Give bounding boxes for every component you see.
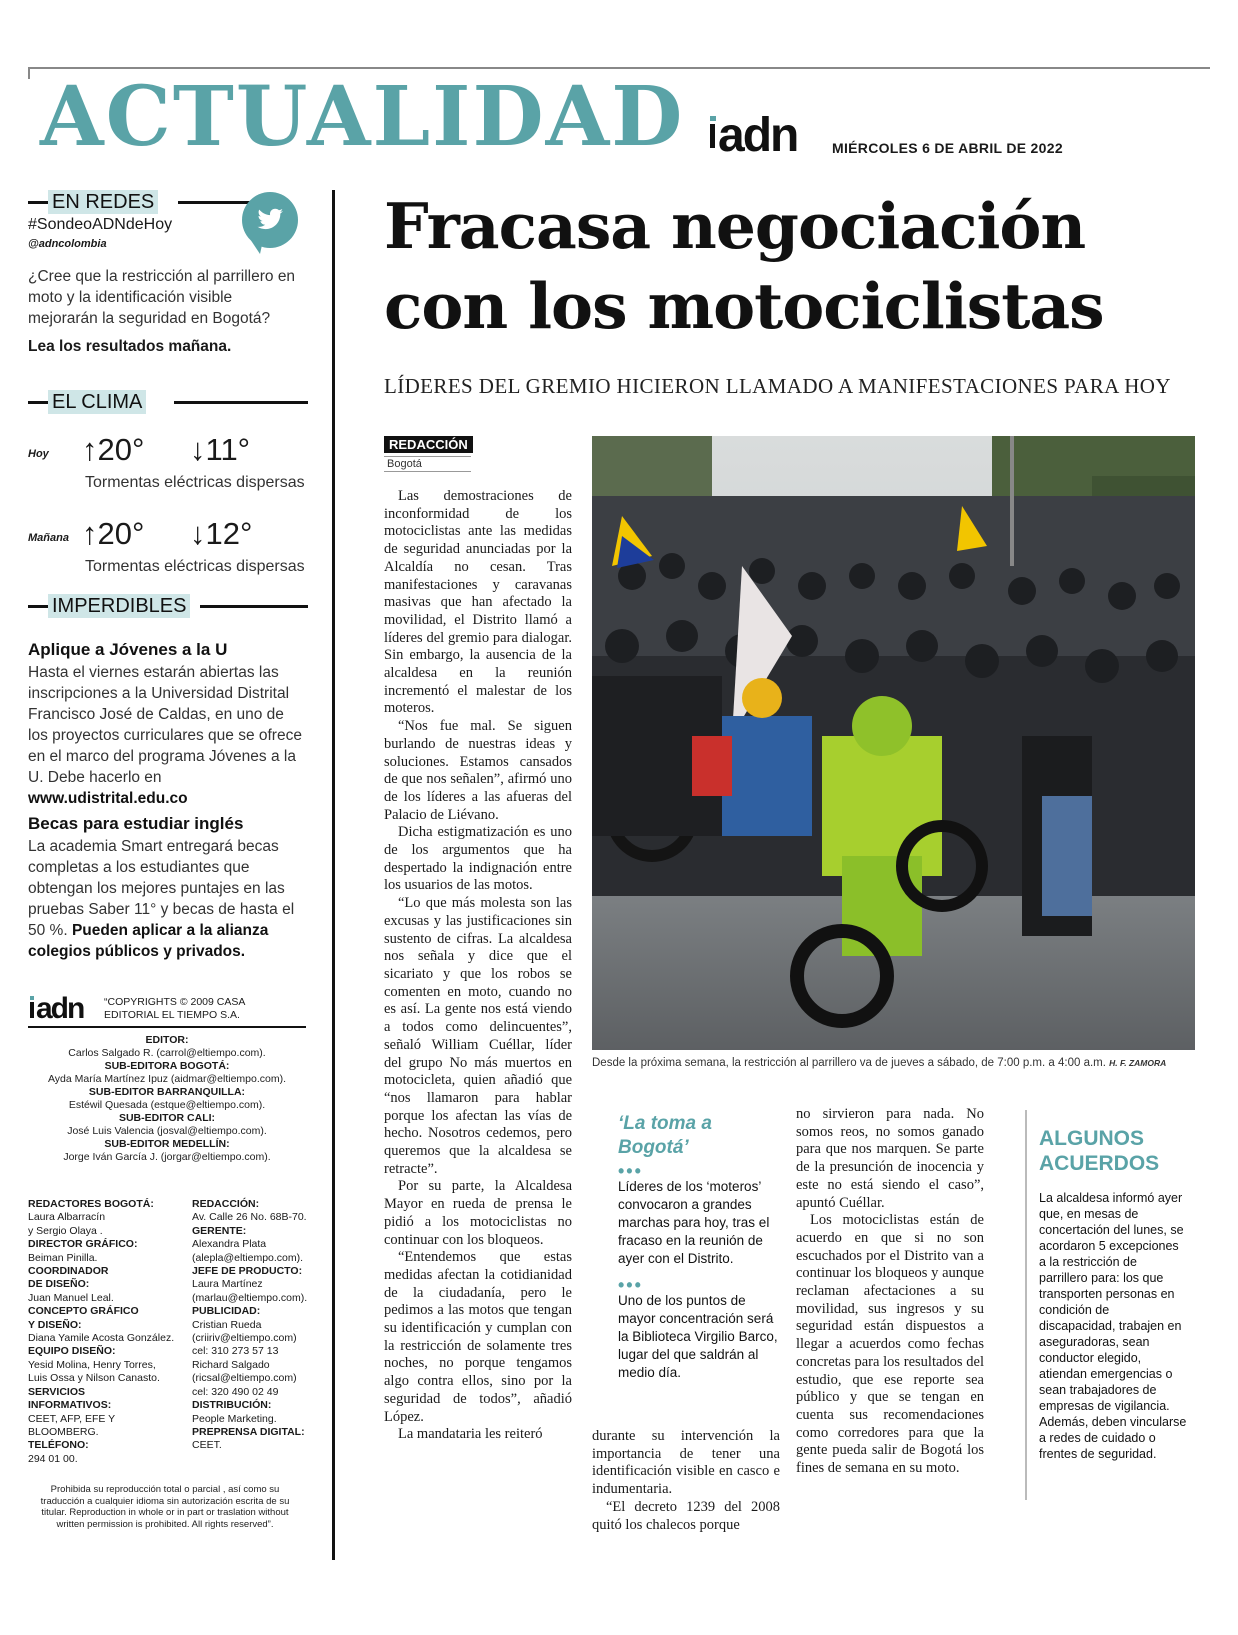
article-column-1 [384,488,572,1444]
masthead-logo-dot [30,996,34,1000]
masthead-logo [36,994,83,1024]
byline: REDACCIÓN [384,436,473,453]
article-paragraph: Las demostraciones de inconformidad de los motociclistas ante las medidas de seguridad anunciadas por la Alcaldía no cesan. Tras manifestaciones y caravanas masivas que han afectado la movilidad, el Distrito llamó a líderes del gremio para dialogar. Sin embargo, la ausencia de la alcaldesa en la reunión incrementó el malestar de los moteros. [384,488,572,717]
poll-question: ¿Cree que la restricción al parrillero en moto y la identificación visible mejorarán la seguridad en Bogotá? [28,268,296,327]
credit-name: CEET, AFP, EFE Y BLOOMBERG. [28,1412,115,1438]
copyright: “COPYRIGHTS © 2009 CASA EDITORIAL EL TIEMPO S.A. [104,996,245,1021]
imperdible-body: La academia Smart entregará becas completas a los estudiantes que obtengan los mejores puntajes en las pruebas Saber 11° y becas de hasta el 50 %. [28,838,295,939]
credit-name: (criiriv@eltiempo.com) [192,1332,297,1345]
imperdibles-header [28,594,308,618]
credit-role: DE DISEÑO: [28,1278,90,1291]
imperdible-link[interactable]: www.udistrital.edu.co [28,790,188,807]
en-redes-label: EN REDES [48,190,158,214]
toma-dots: ••• [618,1275,643,1295]
credit-name: (alepla@eltiempo.com). [192,1251,304,1264]
toma-title: ‘La toma a Bogotá’ [618,1113,712,1158]
acuerdos-text: La alcaldesa informó ayer que, en mesas de concertación del lunes, se acordaron 5 excepciones a la restricción de parrillero para: los que transporten personas en condición de discapacidad, trabajen en aseguradoras, sean conductor elegido, atiendan emergencias o sean trabajadores de empresas de vigilancia. Además, deben vincularse a redes de cuidado o frentes de seguridad. [1039,1191,1187,1461]
credit-role: TELÉFONO: [28,1439,89,1452]
header-rule-left [28,401,48,404]
article-paragraph: durante su intervención la importancia de tener una identificación visible en casco e indumentaria. [592,1428,780,1498]
twitter-handle: @adncolombia [28,238,107,250]
clima-max-temp: ↑20° [82,432,145,467]
credit-name: Ayda María Martínez Ipuz (aidmar@eltiempo.com). [47,1073,287,1085]
credit-name: Laura Albarracín [28,1211,106,1224]
headline-line-1: Fracasa negociación [384,189,1086,263]
article-column-3 [796,1106,984,1478]
twitter-bird-icon [242,192,298,248]
toma-sidebar [618,1112,778,1382]
clima-max-temp: ↑20° [82,516,145,551]
credit-name: Diana Yamile Acosta González. [28,1332,175,1345]
credit-name: cel: 310 273 57 13 [192,1345,279,1358]
adn-logo-text: adn [718,109,798,162]
headline [384,186,1104,346]
credit-name: cel: 320 490 02 49 [192,1385,279,1398]
credit-role: INFORMATIVOS: [28,1399,112,1412]
article-paragraph: Dicha estigmatización es uno de los argumentos que ha despertado la indignación entre los usuarios de las motos. [384,824,572,894]
credit-name: Juan Manuel Leal. [28,1291,114,1304]
clima-day-label: Mañana [28,532,69,544]
motorcycle-crowd-image [592,436,1195,1050]
header-rule-right [174,401,308,404]
adn-logo-dot [710,116,716,121]
credit-name: Richard Salgado [192,1358,270,1371]
imperdible-title: Aplique a Jóvenes a la U [28,640,228,659]
header-rule-right [200,605,308,608]
imperdible-body: Hasta el viernes estarán abiertas las inscripciones a la Universidad Distrital Francisco José de Caldas, en uno de los proyectos curriculares que se ofrece en el marco del programa Jóvenes a la U. Debe hacerlo en [28,664,302,786]
headline-line-2: con los motociclistas [384,269,1104,343]
imperdibles-label: IMPERDIBLES [48,594,190,618]
credit-name: People Marketing. [192,1412,277,1425]
credit-role: PREPRENSA DIGITAL: [192,1425,305,1438]
credit-name: Cristian Rueda [192,1318,262,1331]
clima-min-temp: ↓11° [190,432,251,467]
byline-city: Bogotá [384,456,471,472]
credit-name: Jorge Iván García J. (jorgar@eltiempo.com). [63,1151,271,1163]
photo-credit: H. F. ZAMORA [1109,1058,1167,1068]
credit-role: DISTRIBUCIÓN: [192,1399,272,1412]
article-paragraph: Por su parte, la Alcaldesa Mayor en rueda de prensa le pidió a los motociclistas no continuar con los bloqueos. [384,1178,572,1248]
twitter-icon [242,192,298,248]
legal-notice: Prohibida su reproducción total o parcial , así como su traducción a cualquier idioma sin autorización escrita de su titular. Reproduction in whole or in part or traslation without written permission is prohibited. All rights reserved”. [40,1484,290,1530]
news-photo [592,436,1195,1050]
credit-name: CEET. [192,1439,222,1452]
article-column-2 [592,1428,780,1534]
subheadline: LÍDERES DEL GREMIO HICIERON LLAMADO A MANIFESTACIONES PARA HOY [384,374,1171,398]
article-paragraph: “Entendemos que estas medidas afectan la cotidianidad de la ciudadanía, pero le pedimos a las motos que tengan su identificación y cumplan con la restricción de solamente tres noches, no porque tengamos algo contra ellos, sino por la seguridad de todos”, añadió López. [384,1249,572,1425]
credit-name: José Luis Valencia (josval@eltiempo.com). [67,1125,267,1137]
imperdible-title: Becas para estudiar inglés [28,814,244,833]
acuerdos-title: ALGUNOS ACUERDOS [1039,1127,1160,1175]
credit-name: y Sergio Olaya . [28,1224,103,1237]
credit-role: DIRECTOR GRÁFICO: [28,1238,138,1251]
acuerdos-box [1025,1110,1197,1500]
credit-name: Estéwil Quesada (estque@eltiempo.com). [68,1099,266,1111]
article-paragraph: Los motociclistas están de acuerdo en que si no son escuchados por el Distrito van a continuar los bloqueos y aunque reclaman afectaciones a su movilidad, sus ingresos y su seguridad están dispuestos a llegar a acuerdos como fechas concretas para los resultados del estudio, que ese reporte sea público y que se tengan en cuenta sus recomendaciones como corredores para que la gente pueda salir de Bogotá los fines de semana en su moto. [796,1212,984,1477]
credit-role: GERENTE: [192,1224,247,1237]
poll-note: Lea los resultados mañana. [28,338,232,355]
credit-name: Alexandra Plata [192,1238,267,1251]
credit-name: Av. Calle 26 No. 68B-70. [192,1211,307,1224]
hashtag: #SondeoADNdeHoy [28,216,173,233]
credit-role: SUB-EDITORA BOGOTÁ: [104,1060,230,1072]
el-clima-header [28,390,308,414]
section-title: ACTUALIDAD [40,69,685,165]
article-paragraph: “Lo que más molesta son las excusas y las justificaciones sin sustento de cifras. La alcaldesa nos señala y dice que el sicariato y que los robos se comenten en moto, cuando no es así. La gente nos está viendo a todos como delincuentes”, señaló William Cuéllar, líder del grupo No más muertos en motocicleta, quien añadió que “nos llamaron para hablar porque los afectan las vías de hecho. Nosotros cedemos, pero queremos que la alcaldesa se retracte”. [384,895,572,1177]
credit-role: JEFE DE PRODUCTO: [192,1265,303,1278]
credit-role: EDITOR: [145,1034,189,1046]
caption-text: Desde la próxima semana, la restricción al parrillero va de jueves a sábado, de 7:00 p.m. a 4:00 a.m. [592,1057,1106,1069]
credit-name: Luis Ossa y Nilson Canasto. [28,1372,160,1385]
imperdible-text [28,662,308,809]
article-paragraph: La mandataria les reiteró [398,1426,543,1443]
clima-min-temp: ↓12° [190,516,253,551]
credit-name: Carlos Salgado R. (carrol@eltiempo.com). [68,1047,266,1059]
top-rule-tick [28,67,30,79]
credit-role: SUB-EDITOR CALI: [118,1112,216,1124]
header-rule-left [28,201,48,204]
imperdible-bold-tail: Pueden aplicar a la alianza colegios públicos y privados. [28,922,269,960]
clima-description: Tormentas eléctricas dispersas [85,474,305,491]
credits-left-column [28,1198,188,1466]
el-clima-label: EL CLIMA [48,390,146,414]
toma-text-1: Líderes de los ‘moteros’ convocaron a grandes marchas para hoy, tras el fracaso en la reunión de ayer con el Distrito. [618,1179,770,1266]
clima-description: Tormentas eléctricas dispersas [85,558,305,575]
toma-dots: ••• [618,1161,643,1181]
masthead-rule [28,1026,306,1028]
credit-role: SUB-EDITOR BARRANQUILLA: [88,1086,246,1098]
credit-name: Laura Martínez [192,1278,263,1291]
credit-role: COORDINADOR [28,1265,109,1278]
credit-name: Yesid Molina, Henry Torres, [28,1358,156,1371]
article-paragraph: “Nos fue mal. Se siguen burlando de nuestras ideas y soluciones. Estamos cansados de que nos señalen”, afirmó uno de los líderes a las afueras del Palacio de Liévano. [384,718,572,823]
adn-logo [718,109,798,162]
adn-logo-bar [710,124,715,148]
masthead-logo-bar [30,1002,34,1018]
credit-role: REDACCIÓN: [192,1198,260,1210]
credit-role: PUBLICIDAD: [192,1305,261,1318]
credit-role: REDACTORES BOGOTÁ: [28,1198,154,1210]
header-rule-left [28,605,48,608]
credit-name: (marlau@eltiempo.com). [192,1291,308,1304]
credits-right-column [192,1198,332,1453]
issue-date: MIÉRCOLES 6 DE ABRIL DE 2022 [832,140,1063,156]
masthead-logo-text: adn [36,992,84,1025]
imperdible-text [28,836,308,962]
credit-role: CONCEPTO GRÁFICO [28,1305,139,1318]
credit-name: (ricsal@eltiempo.com) [192,1372,297,1385]
sidebar-divider [332,190,335,1560]
credit-name: 294 01 00. [28,1452,78,1465]
credit-role: Y DISEÑO: [28,1318,82,1331]
article-paragraph: no sirvieron para nada. No somos reos, no somos ganado para que nos marquen. Se parte de la presunción de inocencia y este no está siendo el caso”, apuntó Cuéllar. [796,1106,984,1211]
credit-role: EQUIPO DISEÑO: [28,1345,116,1358]
clima-day-label: Hoy [28,448,49,460]
credit-name: Beiman Pinilla. [28,1251,98,1264]
photo-caption [592,1057,1166,1069]
credit-role: SERVICIOS [28,1385,85,1398]
article-paragraph: “El decreto 1239 del 2008 quitó los chalecos porque [592,1498,780,1533]
toma-text-2: Uno de los puntos de mayor concentración será la Biblioteca Virgilio Barco, lugar del que saldrán al medio día. [618,1293,778,1380]
credits-block [28,1034,306,1164]
credit-role: SUB-EDITOR MEDELLÍN: [104,1138,230,1150]
